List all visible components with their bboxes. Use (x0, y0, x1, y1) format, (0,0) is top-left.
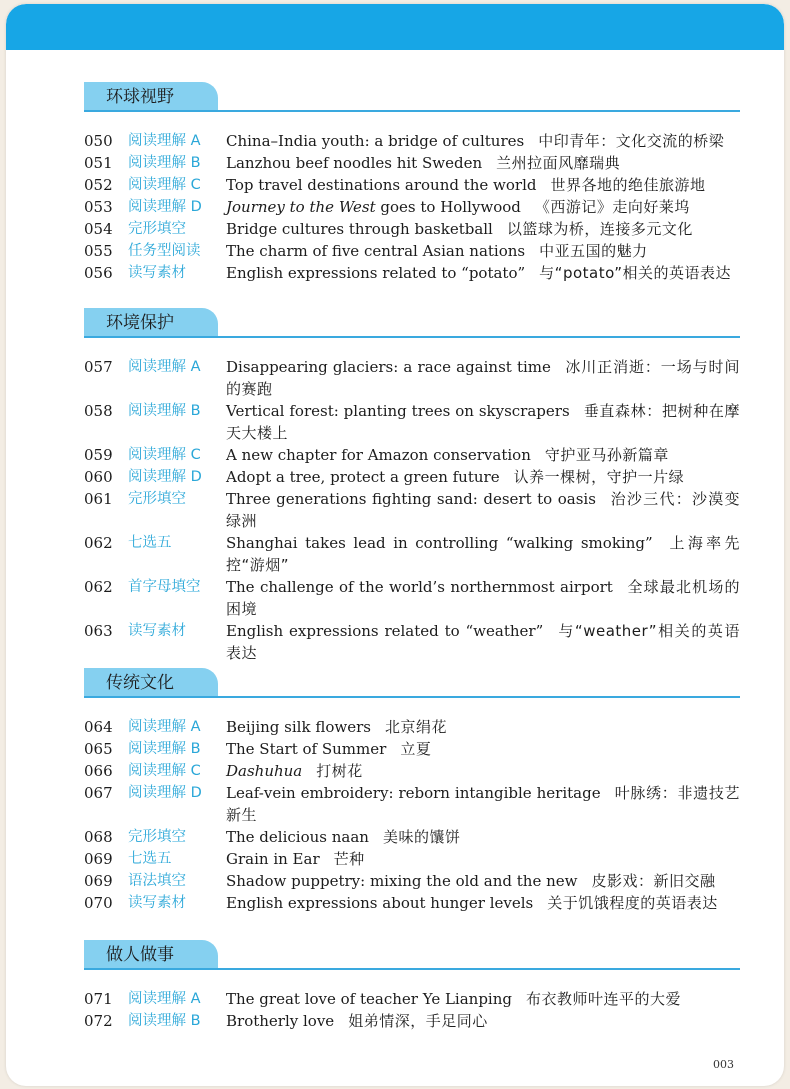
chinese-title: 立夏 (400, 740, 432, 758)
toc-entry[interactable] (84, 620, 740, 664)
page-number: 051 (84, 154, 113, 172)
english-title: China–India youth: a bridge of cultures (226, 132, 525, 150)
english-title: Grain in Ear (226, 850, 320, 868)
exercise-type: 阅读理解 B (128, 1013, 201, 1029)
exercise-type: 首字母填空 (128, 579, 201, 595)
exercise-type: 阅读理解 B (128, 403, 201, 419)
chinese-title: 中亚五国的魅力 (539, 242, 648, 260)
section-divider (84, 110, 740, 112)
english-title: Bridge cultures through basketball (226, 220, 493, 238)
toc-entry[interactable] (84, 1010, 740, 1032)
page-number: 057 (84, 358, 113, 376)
exercise-type: 阅读理解 D (128, 785, 202, 801)
english-title: Adopt a tree, protect a green future (226, 468, 500, 486)
page-number: 055 (84, 242, 113, 260)
chinese-title: 芒种 (333, 850, 365, 868)
page-number: 072 (84, 1012, 113, 1030)
toc-entry[interactable] (84, 988, 740, 1010)
toc-list (84, 130, 740, 284)
english-title: The great love of teacher Ye Lianping (226, 990, 512, 1008)
exercise-type: 阅读理解 D (128, 469, 202, 485)
english-title: Vertical forest: planting trees on skyscrapers (226, 402, 570, 420)
toc-entry[interactable] (84, 826, 740, 848)
chinese-title: 垂直森林：把树种在摩天大楼上 (226, 402, 740, 442)
chinese-title: 姐弟情深，手足同心 (348, 1012, 488, 1030)
section-heading: 环球视野 (84, 82, 218, 112)
toc-entry[interactable] (84, 444, 740, 466)
exercise-type: 阅读理解 B (128, 155, 201, 171)
english-title: Three generations fighting sand: desert to oasis (226, 490, 596, 508)
english-title: Beijing silk flowers (226, 718, 371, 736)
english-title: English expressions about hunger levels (226, 894, 534, 912)
page-number: 058 (84, 402, 113, 420)
page-number: 071 (84, 990, 113, 1008)
english-title: Top travel destinations around the world (226, 176, 537, 194)
chinese-title: 中印青年：文化交流的桥梁 (538, 132, 725, 150)
section-conduct (84, 940, 740, 1040)
toc-entry[interactable] (84, 130, 740, 152)
exercise-type: 任务型阅读 (128, 243, 201, 259)
chinese-title: 美味的馕饼 (382, 828, 461, 846)
page-number: 056 (84, 264, 113, 282)
toc-entry[interactable] (84, 240, 740, 262)
toc-entry[interactable] (84, 488, 740, 532)
exercise-type: 阅读理解 D (128, 199, 202, 215)
english-title-italic: Dashuhua (226, 762, 303, 780)
exercise-type: 阅读理解 C (128, 177, 201, 193)
toc-entry[interactable] (84, 760, 740, 782)
exercise-type: 读写素材 (128, 895, 186, 911)
toc-entry[interactable] (84, 218, 740, 240)
exercise-type: 阅读理解 A (128, 991, 201, 1007)
page-number: 059 (84, 446, 113, 464)
page-number: 050 (84, 132, 113, 150)
toc-entry[interactable] (84, 532, 740, 576)
english-title: English expressions related to “weather” (226, 622, 544, 640)
exercise-type: 阅读理解 A (128, 133, 201, 149)
chinese-title: 《西游记》走向好莱坞 (534, 198, 690, 216)
page-number: 069 (84, 850, 113, 868)
section-heading: 环境保护 (84, 308, 218, 338)
toc-entry[interactable] (84, 174, 740, 196)
toc-entry[interactable] (84, 400, 740, 444)
page-number: 068 (84, 828, 113, 846)
english-title: A new chapter for Amazon conservation (226, 446, 531, 464)
page-number: 070 (84, 894, 113, 912)
english-title: Shadow puppetry: mixing the old and the new (226, 872, 578, 890)
chinese-title: 布衣教师叶连平的大爱 (526, 990, 682, 1008)
chinese-title: 北京绢花 (384, 718, 447, 736)
page (6, 4, 784, 1086)
english-title: English expressions related to “potato” (226, 264, 526, 282)
chinese-title: 世界各地的绝佳旅游地 (550, 176, 706, 194)
toc-entry[interactable] (84, 716, 740, 738)
english-title: goes to Hollywood (375, 198, 521, 216)
english-title: The challenge of the world’s northernmost airport (226, 578, 613, 596)
chinese-title: 兰州拉面风靡瑞典 (496, 154, 621, 172)
page-number: 053 (84, 198, 113, 216)
section-divider (84, 968, 740, 970)
english-title-italic: Journey to the West (226, 198, 376, 216)
section-heading: 传统文化 (84, 668, 218, 698)
toc-entry[interactable] (84, 782, 740, 826)
page-number: 052 (84, 176, 113, 194)
english-title: The Start of Summer (226, 740, 387, 758)
chinese-title: 全球最北机场的困境 (226, 578, 740, 618)
chinese-title: 治沙三代：沙漠变绿洲 (226, 490, 740, 530)
page-number: 069 (84, 872, 113, 890)
chinese-title: 冰川正消逝：一场与时间的赛跑 (226, 358, 740, 398)
chinese-title: 皮影戏：新旧交融 (591, 872, 716, 890)
toc-list (84, 356, 740, 664)
english-title: Leaf-vein embroidery: reborn intangible heritage (226, 784, 601, 802)
section-heading: 做人做事 (84, 940, 218, 970)
toc-entry[interactable] (84, 892, 740, 914)
section-divider (84, 336, 740, 338)
page-number: 062 (84, 534, 113, 552)
exercise-type: 阅读理解 A (128, 359, 201, 375)
toc-entry[interactable] (84, 870, 740, 892)
page-number: 061 (84, 490, 113, 508)
chinese-title: 以篮球为桥，连接多元文化 (506, 220, 693, 238)
page-number: 067 (84, 784, 113, 802)
exercise-type: 阅读理解 C (128, 763, 201, 779)
chinese-title: 叶脉绣：非遗技艺新生 (226, 784, 740, 824)
section-divider (84, 696, 740, 698)
toc-entry[interactable] (84, 356, 740, 400)
toc-list (84, 988, 740, 1032)
toc-entry[interactable] (84, 262, 740, 284)
page-number: 063 (84, 622, 113, 640)
exercise-type: 阅读理解 A (128, 719, 201, 735)
english-title: Brotherly love (226, 1012, 335, 1030)
exercise-type: 七选五 (128, 851, 172, 867)
page-number: 054 (84, 220, 113, 238)
english-title: The charm of five central Asian nations (226, 242, 526, 260)
section-global-vision (84, 82, 740, 292)
page-folio: 003 (713, 1058, 734, 1071)
toc-entry[interactable] (84, 576, 740, 620)
section-environment (84, 308, 741, 662)
toc-entry[interactable] (84, 152, 740, 174)
exercise-type: 完形填空 (128, 829, 186, 845)
exercise-type: 完形填空 (128, 221, 186, 237)
section-traditional-culture (84, 668, 740, 918)
header-bar (6, 4, 784, 50)
exercise-type: 读写素材 (128, 265, 186, 281)
toc-entry[interactable] (84, 466, 740, 488)
exercise-type: 语法填空 (128, 873, 186, 889)
chinese-title: 上海率先控“游烟” (226, 534, 740, 574)
page-number: 066 (84, 762, 113, 780)
page-number: 062 (84, 578, 113, 596)
english-title: Shanghai takes lead in controlling “walking smoking” (226, 534, 653, 552)
english-title: The delicious naan (226, 828, 369, 846)
exercise-type: 完形填空 (128, 491, 186, 507)
page-number: 064 (84, 718, 113, 736)
chinese-title: 打树花 (316, 762, 363, 780)
chinese-title: 认养一棵树，守护一片绿 (513, 468, 685, 486)
english-title: Lanzhou beef noodles hit Sweden (226, 154, 483, 172)
exercise-type: 阅读理解 B (128, 741, 201, 757)
chinese-title: 与“weather”相关的英语表达 (226, 622, 741, 662)
toc-entry[interactable] (84, 738, 740, 760)
chinese-title: 关于饥饿程度的英语表达 (547, 894, 718, 912)
toc-entry[interactable] (84, 196, 740, 218)
chinese-title: 与“potato”相关的英语表达 (539, 264, 732, 282)
exercise-type: 读写素材 (128, 623, 186, 639)
chinese-title: 守护亚马孙新篇章 (544, 446, 669, 464)
exercise-type: 阅读理解 C (128, 447, 201, 463)
page-number: 060 (84, 468, 113, 486)
toc-entry[interactable] (84, 848, 740, 870)
english-title: Disappearing glaciers: a race against time (226, 358, 551, 376)
toc-list (84, 716, 740, 914)
exercise-type: 七选五 (128, 535, 172, 551)
page-number: 065 (84, 740, 113, 758)
